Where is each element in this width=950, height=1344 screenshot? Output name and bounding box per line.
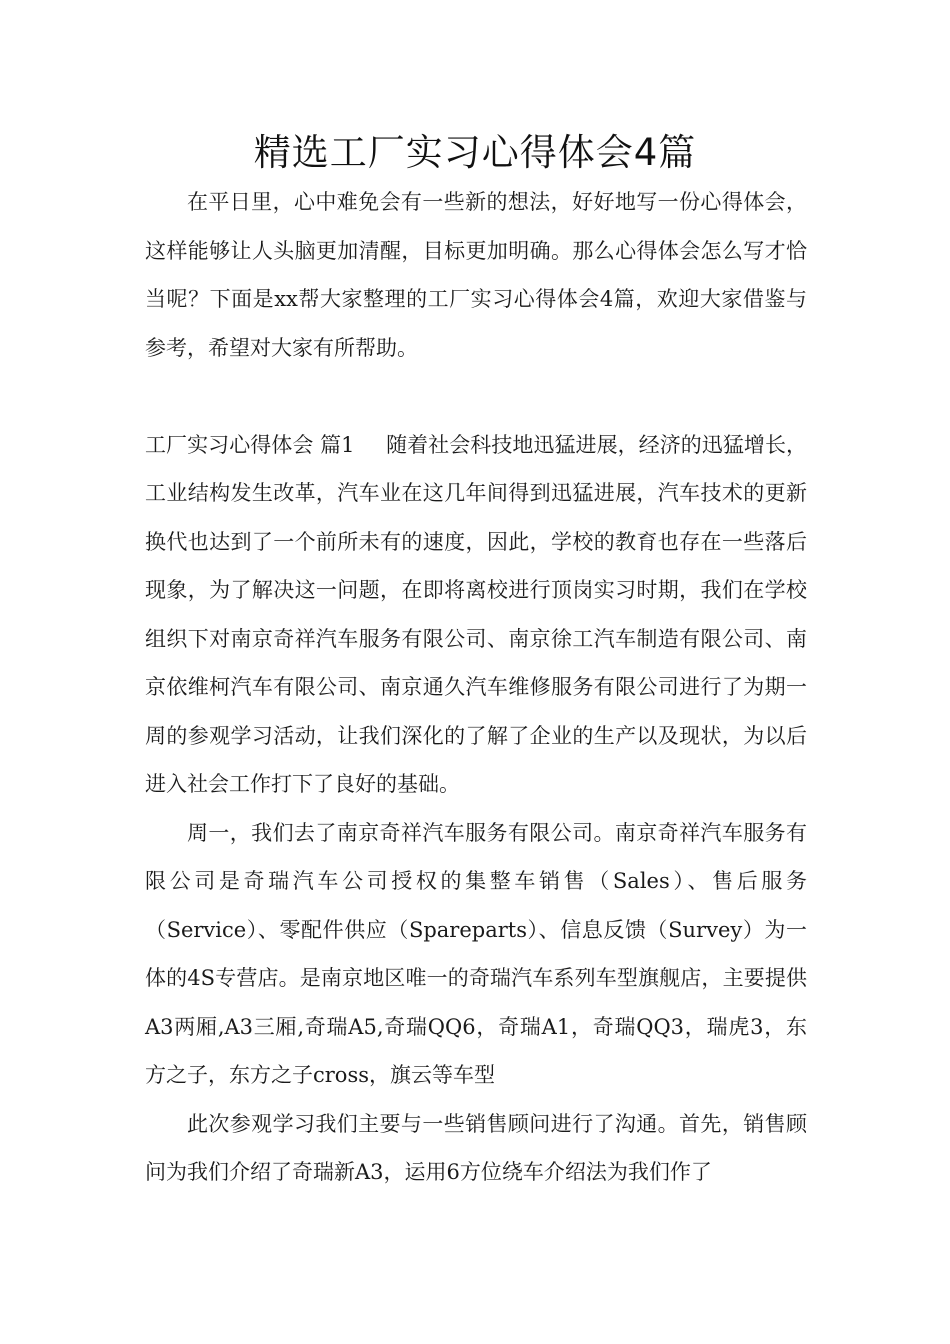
paragraph-spacer [145,372,807,421]
section-1-text: 随着社会科技地迅猛进展，经济的迅猛增长，工业结构发生改革，汽车业在这几年间得到迅猛进展，汽车技术的更新换代也达到了一个前所未有的速度，因此，学校的教育也存在一些落后现象，为了解决这一问题，在即将离校进行顶岗实习时期，我们在学校组织下对南京奇祥汽车服务有限公司、南京徐工汽车制造有限公司、南京依维柯汽车有限公司、南京通久汽车维修服务有限公司进行了为期一周的参观学习活动，让我们深化的了解了企业的生产以及现状，为以后进入社会工作打下了良好的基础。 [145,432,807,796]
document-body [145,178,807,1197]
paragraph-2: 周一，我们去了南京奇祥汽车服务有限公司。南京奇祥汽车服务有限公司是奇瑞汽车公司授权的集整车销售（Sales）、售后服务（Service）、零配件供应（Spareparts）、信息反馈（Survey）为一体的4S专营店。是南京地区唯一的奇瑞汽车系列车型旗舰店，主要提供A3两厢,A3三厢,奇瑞A5,奇瑞QQ6，奇瑞A1，奇瑞QQ3，瑞虎3，东方之子，东方之子cross，旗云等车型 [145,820,807,1087]
intro-paragraph: 在平日里，心中难免会有一些新的想法，好好地写一份心得体会，这样能够让人头脑更加清醒，目标更加明确。那么心得体会怎么写才恰当呢？下面是xx帮大家整理的工厂实习心得体会4篇，欢迎大家借鉴与参考，希望对大家有所帮助。 [145,190,807,360]
section-1-paragraph [145,421,807,809]
section-1-label: 工厂实习心得体会 篇1 [145,432,355,457]
page-title: 精选工厂实习心得体会4篇 [253,131,697,174]
paragraph-3: 此次参观学习我们主要与一些销售顾问进行了沟通。首先，销售顾问为我们介绍了奇瑞新A3，运用6方位绕车介绍法为我们作了 [145,1111,807,1184]
